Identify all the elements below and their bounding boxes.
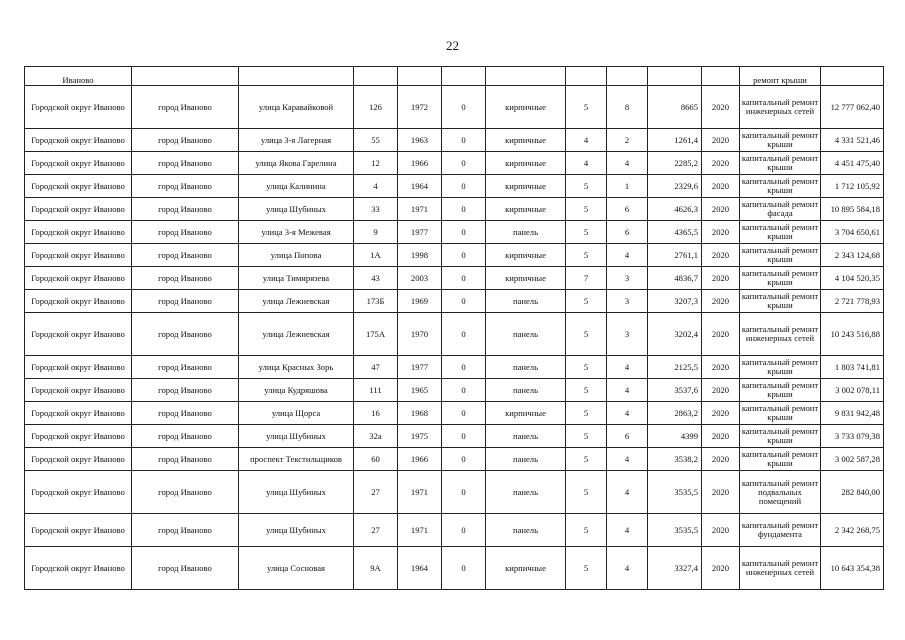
cell-cost: 10 243 516,88 — [821, 313, 884, 356]
cell-entrances: 2 — [607, 129, 648, 152]
cell-work: капитальный ремонт крыши — [740, 175, 821, 198]
cell-material: кирпичные — [486, 86, 566, 129]
cell-work: капитальный ремонт крыши — [740, 425, 821, 448]
cell-floors: 5 — [566, 547, 607, 590]
cell-floors: 4 — [566, 152, 607, 175]
cell-city: город Иваново — [132, 514, 239, 547]
cell-house: 9 — [354, 221, 398, 244]
cell-cost: 3 002 078,11 — [821, 379, 884, 402]
cell-floors: 5 — [566, 198, 607, 221]
cell-cost: 4 451 475,40 — [821, 152, 884, 175]
table-row — [25, 267, 884, 290]
cell-year: 1966 — [398, 152, 442, 175]
cell-city: город Иваново — [132, 152, 239, 175]
cell-house: 27 — [354, 471, 398, 514]
cell-year: 1972 — [398, 86, 442, 129]
cell-city: город Иваново — [132, 448, 239, 471]
cell-house: 126 — [354, 86, 398, 129]
cell-okrug: Городской округ Иваново — [25, 290, 132, 313]
cell-city: город Иваново — [132, 267, 239, 290]
table-row — [25, 448, 884, 471]
cell-area: 8665 — [648, 86, 702, 129]
cell-house: 1А — [354, 244, 398, 267]
cell-material: панель — [486, 471, 566, 514]
cell-street: улица Кудряшова — [239, 379, 354, 402]
cell-okrug: Городской округ Иваново — [25, 86, 132, 129]
cell-cost: 2 343 124,68 — [821, 244, 884, 267]
cell-plan-year: 2020 — [702, 244, 740, 267]
cell-okrug: Городской округ Иваново — [25, 402, 132, 425]
cell-floors: 5 — [566, 514, 607, 547]
cell-city: город Иваново — [132, 221, 239, 244]
cell-floors: 5 — [566, 244, 607, 267]
cell-year: 1971 — [398, 198, 442, 221]
cell-area: 3535,5 — [648, 471, 702, 514]
cell-material: кирпичные — [486, 152, 566, 175]
cell-work: капитальный ремонт крыши — [740, 402, 821, 425]
cell-zero: 0 — [442, 198, 486, 221]
cell-zero: 0 — [442, 425, 486, 448]
cell-street: улица 3-я Лагерная — [239, 129, 354, 152]
cell-house: 111 — [354, 379, 398, 402]
cell-area: 2125,5 — [648, 356, 702, 379]
cell-work: капитальный ремонт фасада — [740, 198, 821, 221]
cell-material: кирпичные — [486, 267, 566, 290]
cell-zero: 0 — [442, 244, 486, 267]
cell-area: 4399 — [648, 425, 702, 448]
cell-okrug: Городской округ Иваново — [25, 514, 132, 547]
cell-floors: 4 — [566, 129, 607, 152]
cell-plan-year: 2020 — [702, 514, 740, 547]
cell-okrug: Городской округ Иваново — [25, 356, 132, 379]
cell-entrances: 4 — [607, 379, 648, 402]
cell-cost: 10 895 584,18 — [821, 198, 884, 221]
cell-cost: 2 342 268,75 — [821, 514, 884, 547]
cell-street: улица Щорса — [239, 402, 354, 425]
cell-year: 1966 — [398, 448, 442, 471]
cell-material: панель — [486, 425, 566, 448]
cell-plan-year: 2020 — [702, 86, 740, 129]
cell-floors: 5 — [566, 86, 607, 129]
cell-floors: 5 — [566, 356, 607, 379]
cell-material: кирпичные — [486, 175, 566, 198]
cell-entrances: 3 — [607, 290, 648, 313]
cell-entrances: 6 — [607, 221, 648, 244]
cell-okrug: Городской округ Иваново — [25, 448, 132, 471]
cell-plan-year: 2020 — [702, 379, 740, 402]
cell-work: капитальный ремонт крыши — [740, 221, 821, 244]
table-row — [25, 356, 884, 379]
cell-cost: 3 704 650,61 — [821, 221, 884, 244]
cell-house: 43 — [354, 267, 398, 290]
cell-entrances: 4 — [607, 471, 648, 514]
cell-entrances: 3 — [607, 267, 648, 290]
cell-material: панель — [486, 290, 566, 313]
cell-street: улица Красных Зорь — [239, 356, 354, 379]
cell-floors: 5 — [566, 290, 607, 313]
cell-material: панель — [486, 448, 566, 471]
cell-material: панель — [486, 514, 566, 547]
cell-house: 33 — [354, 198, 398, 221]
cell-cost: 10 643 354,38 — [821, 547, 884, 590]
cell-material: кирпичные — [486, 244, 566, 267]
cell-area: 4836,7 — [648, 267, 702, 290]
cell-material: кирпичные — [486, 198, 566, 221]
cell-house: 173Б — [354, 290, 398, 313]
cell-zero: 0 — [442, 448, 486, 471]
cell-work: капитальный ремонт крыши — [740, 379, 821, 402]
cell-work: капитальный ремонт крыши — [740, 356, 821, 379]
cell-house: 9А — [354, 547, 398, 590]
cell-area: 3207,3 — [648, 290, 702, 313]
cell-area: 4626,3 — [648, 198, 702, 221]
cell-street: улица Шубиных — [239, 198, 354, 221]
cell-city: город Иваново — [132, 198, 239, 221]
cell-okrug: Городской округ Иваново — [25, 547, 132, 590]
cell-city: город Иваново — [132, 244, 239, 267]
cell-okrug: Городской округ Иваново — [25, 175, 132, 198]
cell-street: улица Калинина — [239, 175, 354, 198]
cell-area: 2761,1 — [648, 244, 702, 267]
cell-okrug: Городской округ Иваново — [25, 244, 132, 267]
cell-work: капитальный ремонт крыши — [740, 290, 821, 313]
cell-entrances: 4 — [607, 448, 648, 471]
cell-zero: 0 — [442, 86, 486, 129]
cell-city: город Иваново — [132, 86, 239, 129]
cell-zero: 0 — [442, 129, 486, 152]
table-row-partial — [25, 67, 884, 86]
table-row — [25, 86, 884, 129]
cell-street: улица Каравайковой — [239, 86, 354, 129]
cell-entrances: 6 — [607, 425, 648, 448]
cell-year: 2003 — [398, 267, 442, 290]
cell-plan-year: 2020 — [702, 313, 740, 356]
cell-house: 175А — [354, 313, 398, 356]
cell-cost: 282 840,00 — [821, 471, 884, 514]
cell-zero: 0 — [442, 402, 486, 425]
cell-house: 27 — [354, 514, 398, 547]
cell-city: город Иваново — [132, 402, 239, 425]
cell-plan-year: 2020 — [702, 129, 740, 152]
cell-zero: 0 — [442, 471, 486, 514]
cell-work: капитальный ремонт крыши — [740, 448, 821, 471]
cell-zero: 0 — [442, 221, 486, 244]
cell-zero: 0 — [442, 267, 486, 290]
cell-year: 1971 — [398, 471, 442, 514]
cell-year: 1965 — [398, 379, 442, 402]
cell-entrances: 4 — [607, 547, 648, 590]
cell-house: 47 — [354, 356, 398, 379]
cell-floors: 7 — [566, 267, 607, 290]
cell-okrug: Городской округ Иваново — [25, 267, 132, 290]
cell-plan-year: 2020 — [702, 471, 740, 514]
table-row — [25, 129, 884, 152]
cell-entrances: 8 — [607, 86, 648, 129]
cell-city: город Иваново — [132, 356, 239, 379]
table-row — [25, 244, 884, 267]
cell-street: улица Якова Гарелина — [239, 152, 354, 175]
cell-okrug: Городской округ Иваново — [25, 221, 132, 244]
cell-floors: 5 — [566, 402, 607, 425]
cell-okrug: Городской округ Иваново — [25, 379, 132, 402]
cell-material: кирпичные — [486, 129, 566, 152]
cell-work: капитальный ремонт фундамента — [740, 514, 821, 547]
cell-material: панель — [486, 313, 566, 356]
cell-year: 1977 — [398, 221, 442, 244]
cell-city: город Иваново — [132, 471, 239, 514]
cell-plan-year: 2020 — [702, 198, 740, 221]
cell-year: 1970 — [398, 313, 442, 356]
cell-okrug: Городской округ Иваново — [25, 198, 132, 221]
cell-work: капитальный ремонт крыши — [740, 152, 821, 175]
cell-area: 3327,4 — [648, 547, 702, 590]
cell-work: капитальный ремонт инженерных сетей — [740, 313, 821, 356]
cell-floors: 5 — [566, 448, 607, 471]
cell-floors: 5 — [566, 471, 607, 514]
table-row — [25, 175, 884, 198]
cell-street: улица Шубиных — [239, 471, 354, 514]
table-row — [25, 425, 884, 448]
table-body — [25, 67, 884, 590]
cell-cost: 4 331 521,46 — [821, 129, 884, 152]
cell-zero: 0 — [442, 152, 486, 175]
cell-plan-year: 2020 — [702, 356, 740, 379]
table-row — [25, 313, 884, 356]
cell-street: улица 3-я Межевая — [239, 221, 354, 244]
cell-okrug: Городской округ Иваново — [25, 425, 132, 448]
cell-plan-year: 2020 — [702, 448, 740, 471]
cell-zero: 0 — [442, 356, 486, 379]
cell-house: 60 — [354, 448, 398, 471]
cell-work: капитальный ремонт подвальных помещений — [740, 471, 821, 514]
cell-work: ремонт крыши — [740, 67, 821, 86]
cell-work: капитальный ремонт инженерных сетей — [740, 86, 821, 129]
cell-year: 1998 — [398, 244, 442, 267]
cell-work: капитальный ремонт крыши — [740, 267, 821, 290]
cell-plan-year: 2020 — [702, 221, 740, 244]
cell-floors: 5 — [566, 221, 607, 244]
cell-work: капитальный ремонт крыши — [740, 129, 821, 152]
cell-zero: 0 — [442, 175, 486, 198]
cell-street: улица Лежневская — [239, 313, 354, 356]
cell-entrances: 4 — [607, 514, 648, 547]
cell-plan-year: 2020 — [702, 152, 740, 175]
cell-street: улица Шубиных — [239, 425, 354, 448]
cell-year: 1975 — [398, 425, 442, 448]
cell-street: улица Тимирязева — [239, 267, 354, 290]
cell-plan-year: 2020 — [702, 402, 740, 425]
cell-house: 12 — [354, 152, 398, 175]
cell-floors: 5 — [566, 425, 607, 448]
cell-street: улица Сосновая — [239, 547, 354, 590]
cell-okrug: Городской округ Иваново — [25, 313, 132, 356]
cell-year: 1964 — [398, 547, 442, 590]
cell-cost: 2 721 778,93 — [821, 290, 884, 313]
cell-city: город Иваново — [132, 379, 239, 402]
table-row — [25, 514, 884, 547]
cell-street: улица Шубиных — [239, 514, 354, 547]
cell-street: проспект Текстильщиков — [239, 448, 354, 471]
cell-floors: 5 — [566, 313, 607, 356]
cell-okrug: Городской округ Иваново — [25, 471, 132, 514]
cell-house: 4 — [354, 175, 398, 198]
cell-area: 2863,2 — [648, 402, 702, 425]
cell-plan-year: 2020 — [702, 267, 740, 290]
cell-work: капитальный ремонт крыши — [740, 244, 821, 267]
table-row — [25, 379, 884, 402]
cell-city: город Иваново — [132, 129, 239, 152]
cell-material: кирпичные — [486, 547, 566, 590]
cell-area: 3202,4 — [648, 313, 702, 356]
cell-house: 16 — [354, 402, 398, 425]
cell-city: город Иваново — [132, 425, 239, 448]
cell-plan-year: 2020 — [702, 290, 740, 313]
cell-city: город Иваново — [132, 175, 239, 198]
cell-cost: 12 777 062,40 — [821, 86, 884, 129]
page-number: 22 — [446, 38, 459, 53]
cell-floors: 5 — [566, 379, 607, 402]
cell-material: панель — [486, 379, 566, 402]
table-row — [25, 402, 884, 425]
cell-zero: 0 — [442, 379, 486, 402]
cell-plan-year: 2020 — [702, 425, 740, 448]
cell-city: город Иваново — [132, 313, 239, 356]
cell-year: 1971 — [398, 514, 442, 547]
cell-area: 3537,6 — [648, 379, 702, 402]
cell-okrug: Городской округ Иваново — [25, 152, 132, 175]
cell-house: 55 — [354, 129, 398, 152]
table-row — [25, 290, 884, 313]
cell-year: 1969 — [398, 290, 442, 313]
cell-floors: 5 — [566, 175, 607, 198]
cell-area: 1261,4 — [648, 129, 702, 152]
cell-material: кирпичные — [486, 402, 566, 425]
cell-plan-year: 2020 — [702, 175, 740, 198]
cell-zero: 0 — [442, 547, 486, 590]
cell-cost: 1 712 105,92 — [821, 175, 884, 198]
cell-work: капитальный ремонт инженерных сетей — [740, 547, 821, 590]
cell-street: улица Попова — [239, 244, 354, 267]
cell-cost: 9 831 942,48 — [821, 402, 884, 425]
cell-year: 1977 — [398, 356, 442, 379]
cell-zero: 0 — [442, 313, 486, 356]
table-row — [25, 471, 884, 514]
cell-year: 1964 — [398, 175, 442, 198]
cell-house: 32а — [354, 425, 398, 448]
cell-area: 3538,2 — [648, 448, 702, 471]
cell-city: город Иваново — [132, 547, 239, 590]
cell-entrances: 3 — [607, 313, 648, 356]
cell-material: панель — [486, 221, 566, 244]
cell-entrances: 4 — [607, 244, 648, 267]
cell-entrances: 4 — [607, 402, 648, 425]
cell-area: 2329,6 — [648, 175, 702, 198]
table-row — [25, 152, 884, 175]
cell-material: панель — [486, 356, 566, 379]
cell-year: 1963 — [398, 129, 442, 152]
cell-entrances: 4 — [607, 152, 648, 175]
cell-cost: 1 803 741,81 — [821, 356, 884, 379]
cell-entrances: 4 — [607, 356, 648, 379]
cell-cost: 3 002 587,28 — [821, 448, 884, 471]
cell-entrances: 1 — [607, 175, 648, 198]
cell-okrug: Городской округ Иваново — [25, 129, 132, 152]
cell-area: 3535,5 — [648, 514, 702, 547]
cell-entrances: 6 — [607, 198, 648, 221]
cell-area: 4365,5 — [648, 221, 702, 244]
cell-street: улица Лежневская — [239, 290, 354, 313]
table-row — [25, 221, 884, 244]
cell-okrug: Иваново — [25, 67, 132, 86]
cell-plan-year: 2020 — [702, 547, 740, 590]
cell-zero: 0 — [442, 290, 486, 313]
repair-schedule-table — [24, 66, 884, 590]
table-row — [25, 547, 884, 590]
cell-cost: 3 733 079,38 — [821, 425, 884, 448]
cell-zero: 0 — [442, 514, 486, 547]
cell-area: 2285,2 — [648, 152, 702, 175]
cell-cost: 4 104 520,35 — [821, 267, 884, 290]
cell-city: город Иваново — [132, 290, 239, 313]
table-row — [25, 198, 884, 221]
cell-year: 1968 — [398, 402, 442, 425]
